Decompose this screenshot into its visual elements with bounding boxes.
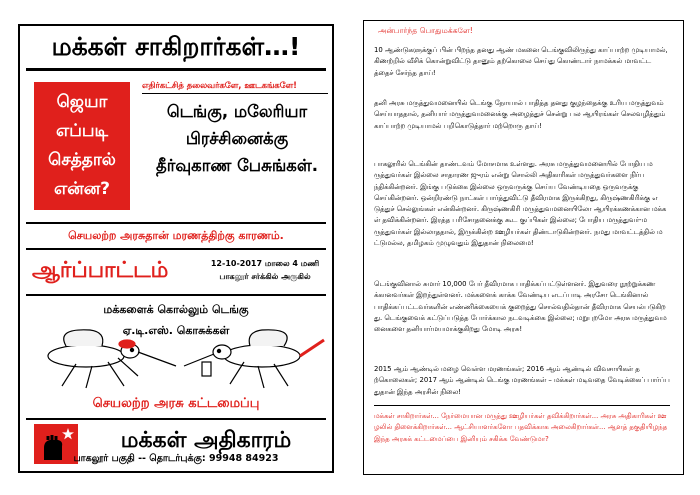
paragraph: 10 ஆண்டுகளுக்குப் பின் பிறந்த தனது ஆண் மகனை டெங்குவிலிருந்து காப்பாற்ற முடியாமல், கிணற்றில் வீசிக் கொன்றுவிட்டு தானும் தற்கொலை செய்து கொண்டார் நாமக்கல் மாவட்டத்தைச் சேர்ந்த தாய்! [374, 46, 668, 77]
dengue-line: தீர்வுகாண பேசுங்கள். [156, 156, 318, 175]
jaya-line: எப்படி [55, 121, 109, 141]
dengue-line: டெங்கு, மலேரியா [166, 102, 308, 121]
protest-label: ஆர்ப்பாட்டம் [32, 258, 169, 283]
dengue-appeal [140, 98, 334, 179]
divider [26, 471, 326, 472]
divider [142, 93, 328, 94]
dengue-line: பிரச்சினைக்கு [185, 129, 289, 148]
divider [26, 222, 326, 224]
opposition-callout: எதிர்கட்சித் தலைவர்களே, ஊடகங்களே! [142, 80, 297, 90]
divider [26, 418, 326, 420]
event-venue: பாகலூர் சர்க்கில் அருகில் [219, 272, 311, 281]
paragraph: டெங்குவினால் சுமார் 10,000 பேர் தீவிரமாக பாதிக்கப்பட்டுள்ளனர். இதுவரை நூற்றுக்கணக்கானவர்கள் இறந்துள்ளனர். மக்களைக் காக்க வேண்டிய எடப்பாடி அரசோ டெங்கினால் பாதிக்கப்பட்டவர்களின் எண்ணிக்கையைக் குறைத்து சொல்வதில்தான் தீவிரமாக செயல்படுகிறது. டெங்குவைக் கட்டுப்படுத்த போர்க்கால நடவடிக்கை இல்லை; மறுபுறமோ அரசு மருத்துவமனைகளை தனியார்மயமாக்குகிறது மோடி அரசு! [374, 280, 667, 334]
paragraph: பாகலூரில் டெங்கின் தாண்டவம் மோசமாக உள்ளது. அரசு மருத்துவமனையில் போதிய மருத்துவர்கள் இல்லை சாதாரண ஜுரம் என்று சொல்லி அதிகாரிகள் மருத்துவர்களை நிர்பந்திக்கின்றனர். இங்கு படுக்கை இல்லை ஒருவருக்கு செய்ய வேண்டியதை ஒருவருக்கு செய்கின்றனர். ஒன்றிரண்டு நாட்கள் பார்த்துவிட்டு தீவிரமாக இருக்கிறது, கிருஷ்ணகிரிக்கு எடுத்துச் செல்லுங்கள் என்கின்றனர். கிருஷ்ணகிரி மருத்துவமனையிலோ ஆயிரக்கணக்கான மக்கள் தவிக்கின்றனர். இரத்த பரிசோதனைக்கு கூட குப்பிகள் இல்லை; போதிய மருத்துவர்-மருத்துவர்கள் இல்லாததால், இருக்கின்ற ஊழியர்கள் திண்டாடுகின்றனர். நமது மாவட்டத்தில் மட்டுமல்ல, தமிழகம் முழுவதும் இதுதான் நிலைமை! [374, 160, 667, 248]
mosquito-illustration [26, 326, 328, 390]
poster-headline: மக்கள் சாகிறார்கள்…! [51, 32, 301, 61]
paragraph: 2015 ஆம் ஆண்டில் மழை வெள்ள மரணங்கள்; 2016 ஆம் ஆண்டில் விவசாயிகள் தற்கொலைகள்; 2017 ஆம் ஆண்டில் டெங்கு மரணங்கள் – மக்கள் மடிவதை வேடிக்கைப் பார்ப்பதுதான் இந்த அரசின் நிலை! [374, 365, 670, 396]
closing-paragraph: மக்கள் சாகிறார்கள்... நேர்மையான மருத்து ஊழியர்கள் தவிக்கிறார்கள்... அரசு அதிகாரிகள் ஊழலில் திளைக்கிறார்கள்... ஆட்சியாளர்களோ பதவிக்காக அலைகிறார்கள்... ஆளத் தகுதியிழந்த இந்த அரசுக் கட்டமைப்பை இனியும் சகிக்க வேண்டுமா? [374, 412, 668, 443]
jaya-line: ஜெயா [56, 92, 108, 112]
event-details [202, 257, 328, 283]
jaya-line: என்ன? [53, 179, 111, 199]
dengue-kills-line: மக்களைக் கொல்லும் டெங்கு [103, 303, 249, 316]
greeting-heading: அன்பார்ந்த பொதுமக்களே! [378, 26, 473, 35]
event-date-time: 12-10-2017 மாலை 4 மணி [210, 259, 320, 268]
contact-info: பாகலூர் பகுதி -- தொடர்புக்கு: 99948 84923 [73, 453, 279, 464]
divider [26, 294, 326, 296]
cause-statement: செயலற்ற அரசுதான் மரணத்திற்கு காரணம். [68, 229, 284, 242]
divider [26, 68, 326, 71]
jaya-question-box [34, 82, 130, 210]
failed-government-line: செயலற்ற அரசு கட்டமைப்பு [92, 396, 260, 411]
jaya-line: செத்தால் [48, 150, 116, 170]
left-mosquito-icon [48, 330, 176, 388]
poster-front [18, 24, 334, 473]
organization-name: மக்கள் அதிகாரம் [120, 428, 292, 453]
poster-back-text [363, 20, 684, 475]
divider [374, 405, 670, 406]
divider [26, 248, 326, 250]
aedes-mosquito-line: ஏ.டி.எஸ். கொசுக்கள் [122, 324, 230, 337]
paragraph: தனி அரசு மருத்துவமனையில் டெங்கு நோயால் பாதித்த தனது குழந்தைக்கு உரிய மருத்துவம் செய்யாததால், தனியார் மருத்துவமனைக்கு அழைத்துச் சென்று பல ஆயிரங்கள் செலவழித்தும் காப்பாற்ற முடியாமல் பறிகொடுத்தார் மற்றொரு தாய்! [374, 99, 666, 130]
right-mosquito-icon [184, 330, 324, 388]
